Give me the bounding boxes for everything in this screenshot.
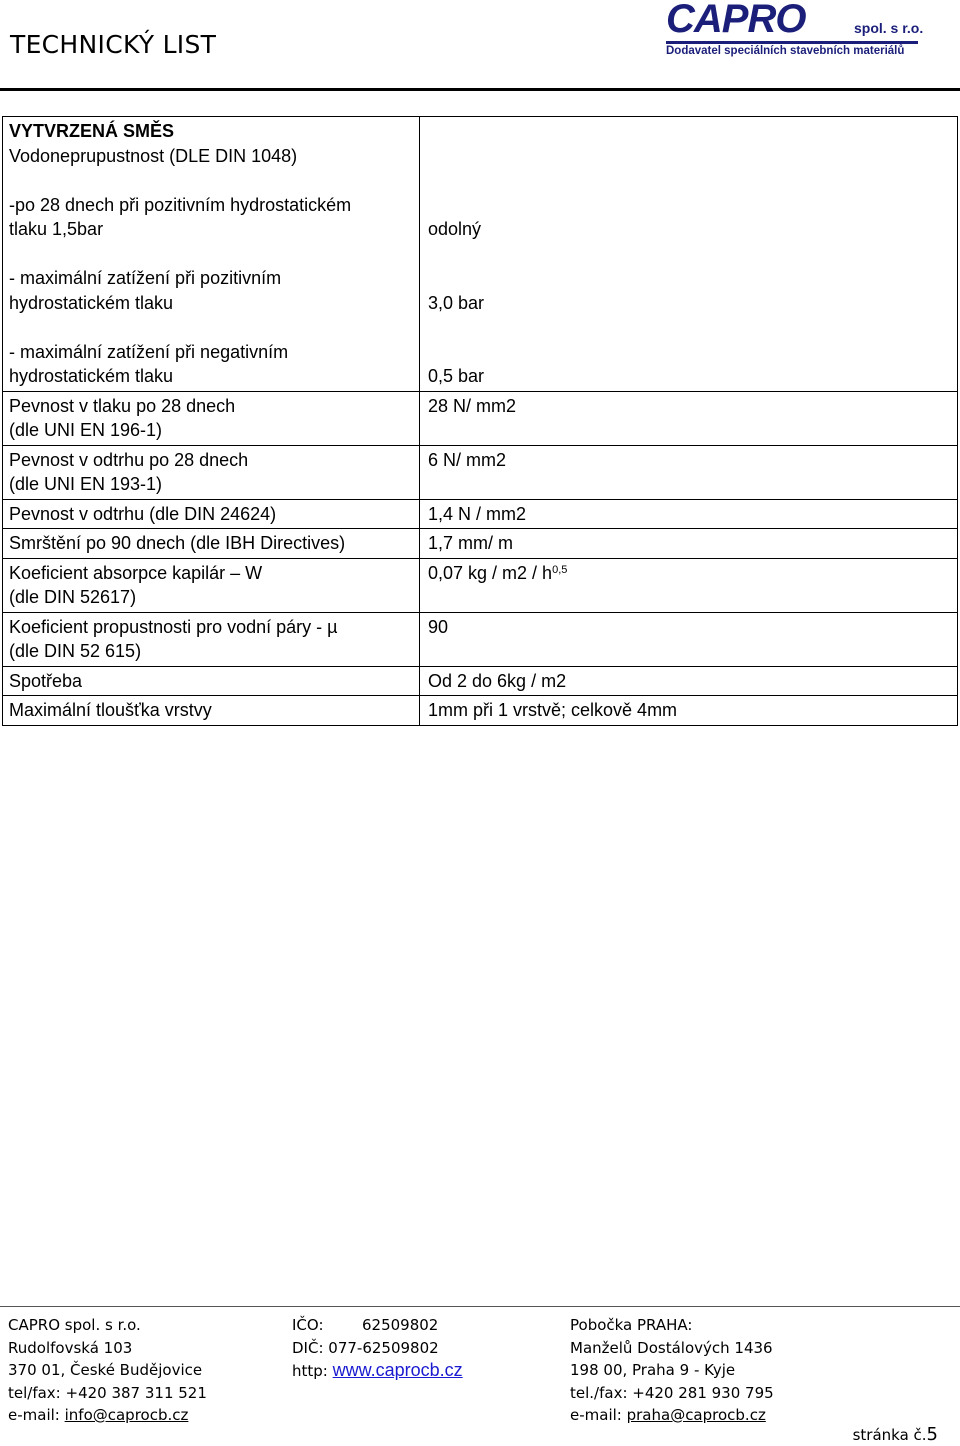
company-phone: tel/fax: +420 387 311 521 [8,1383,207,1402]
spec-label-cell [3,666,420,696]
spec-label-line: - maximální zatížení při pozitivním [9,268,282,288]
spec-label-line: - maximální zatížení při negativním [9,341,289,362]
header-divider [0,88,960,91]
table-row [3,558,958,612]
capro-logo [662,0,924,62]
spec-value: 0,07 kg / m2 / h [428,562,553,583]
spec-value-line [428,266,951,291]
section-heading: VYTVRZENÁ SMĚS [9,121,175,141]
branch-city: 198 00, Praha 9 - Kyje [570,1361,736,1379]
footer-company [8,1314,207,1427]
spec-label-line: (dle DIN 52617) [9,587,137,607]
spec-value: 1,7 mm/ m [428,533,514,553]
branch-street: Manželů Dostálových 1436 [570,1338,773,1357]
spec-label-cell [3,499,420,529]
spec-table [2,116,958,726]
dic-label: DIČ: [292,1338,324,1357]
page-label: stránka č. [852,1426,927,1444]
spec-label-cell [3,696,420,726]
email-label: e-mail: [8,1406,65,1424]
company-email-line [8,1404,207,1427]
spec-value-cell [420,696,958,726]
spec-label-line: Pevnost v odtrhu (dle DIN 24624) [9,503,277,524]
spec-label-line: hydrostatickém tlaku [9,366,174,386]
footer-divider [0,1306,960,1307]
spec-value: 1,4 N / mm2 [428,503,527,524]
spec-value-line [428,315,951,340]
spec-label-line [9,168,413,193]
spec-label-line: Maximální tloušťka vrstvy [9,700,212,720]
spec-label-line: hydrostatickém tlaku [9,292,174,313]
dic-value: 077-62509802 [328,1338,439,1357]
spec-label-cell [3,117,420,392]
spec-label-cell [3,391,420,445]
spec-value-exponent: 0,5 [552,563,568,576]
table-row [3,117,958,392]
branch-phone: tel./fax: +420 281 930 795 [570,1383,774,1402]
website-link[interactable]: www.caprocb.cz [332,1360,463,1380]
table-row [3,666,958,696]
table-row [3,696,958,726]
spec-value-cell [420,558,958,612]
spec-value: 6 N/ mm2 [428,449,507,470]
company-name: CAPRO spol. s r.o. [8,1316,141,1334]
branch-title: Pobočka PRAHA: [570,1316,693,1334]
spec-label-line: (dle DIN 52 615) [9,641,142,661]
ico-label: IČO: [292,1316,324,1334]
spec-value-line: 3,0 bar [428,292,485,313]
spec-value-cell [420,499,958,529]
table-row [3,445,958,499]
branch-email-line [570,1404,774,1427]
ico-line [292,1314,463,1337]
dic-line [292,1337,463,1360]
spec-value-cell [420,612,958,666]
spec-label-line: Vodoneprupustnost (DLE DIN 1048) [9,145,298,166]
spec-label-line: Smrštění po 90 dnech (dle IBH Directives) [9,533,346,553]
spec-label-line: (dle UNI EN 196-1) [9,420,163,440]
branch-email-link[interactable]: praha@caprocb.cz [626,1406,766,1424]
spec-value-line [428,193,951,218]
email-label: e-mail: [570,1406,627,1424]
spec-label-line [9,242,413,267]
spec-value-cell [420,391,958,445]
spec-value-line [428,340,951,365]
footer-branch [570,1314,774,1427]
table-row [3,391,958,445]
spec-value-cell [420,117,958,392]
web-line [292,1359,463,1383]
logo-underline [666,41,918,44]
spec-value-line [428,242,951,267]
table-row [3,499,958,529]
spec-value-cell [420,445,958,499]
spec-value: 28 N/ mm2 [428,395,517,416]
page-number-value: 5 [926,1424,938,1445]
spec-label-line: (dle UNI EN 193-1) [9,474,163,494]
spec-label-cell [3,558,420,612]
logo-brand: CAPRO [666,0,806,41]
spec-value-line: 0,5 bar [428,366,485,386]
spec-label-line: Spotřeba [9,670,83,691]
web-label: http: [292,1362,333,1380]
logo-tagline: Dodavatel speciálních stavebních materiálů [666,45,905,57]
spec-label-cell [3,445,420,499]
spec-value-line: odolný [428,219,482,239]
table-row [3,612,958,666]
ico-value: 62509802 [362,1316,439,1334]
spec-value-cell [420,666,958,696]
page-title: TECHNICKÝ LIST [10,30,217,59]
spec-value: 1mm při 1 vrstvě; celkově 4mm [428,700,678,720]
spec-label-line: -po 28 dnech při pozitivním hydrostatickém [9,194,352,215]
page-number [853,1424,938,1445]
spec-label-line: Pevnost v odtrhu po 28 dnech [9,449,249,470]
spec-label-cell [3,529,420,559]
company-street: Rudolfovská 103 [8,1338,133,1357]
company-city: 370 01, České Budějovice [8,1361,203,1379]
spec-value: Od 2 do 6kg / m2 [428,670,567,691]
footer-ids [292,1314,463,1383]
spec-value-line [428,168,951,193]
spec-label-line: tlaku 1,5bar [9,219,104,239]
logo-suffix: spol. s r.o. [854,20,924,36]
spec-label-line: Koeficient propustnosti pro vodní páry - µ [9,616,338,637]
spec-value: 90 [428,616,449,637]
spec-label-line: Pevnost v tlaku po 28 dnech [9,395,236,416]
spec-value-cell [420,529,958,559]
spec-value-line [428,144,951,169]
spec-label-cell [3,612,420,666]
table-row [3,529,958,559]
company-email-link[interactable]: info@caprocb.cz [64,1406,189,1424]
spec-label-line [9,315,413,340]
spec-label-line: Koeficient absorpce kapilár – W [9,562,263,583]
